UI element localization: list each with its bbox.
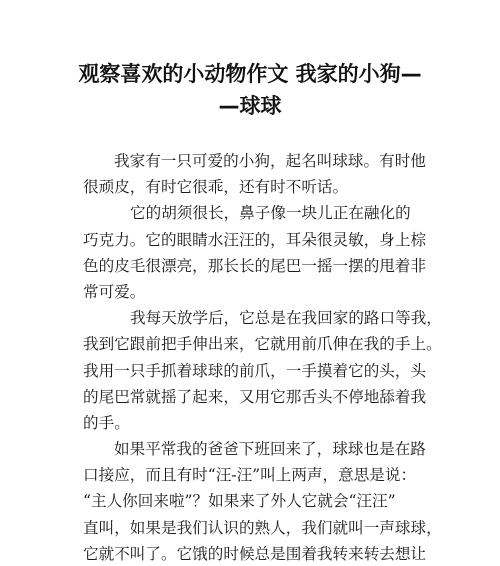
paragraph-line: 我每天放学后，它总是在我回家的路口等我， xyxy=(130,309,442,328)
page-title xyxy=(0,58,500,122)
paragraph-line: 口接应，而且有时“汪-汪”叫上两声，意思是说： xyxy=(83,466,417,485)
paragraph-4 xyxy=(83,436,442,566)
paragraph-line: 直叫，如果是我们认识的熟人，我们就叫一声球球， xyxy=(83,518,442,537)
paragraph-line: “主人你回来啦”？如果来了外人它就会“汪汪” xyxy=(83,492,396,511)
article-body xyxy=(83,148,442,566)
paragraph-line: 很顽皮，有时它很乖，还有时不听话。 xyxy=(83,178,349,197)
paragraph-line: 我家有一只可爱的小狗，起名叫球球。有时他 xyxy=(114,152,426,170)
paragraph-2 xyxy=(83,200,427,305)
paragraph-line: 的尾巴常就摇了起来，又用它那舌头不停地舔着我 xyxy=(83,387,427,406)
paragraph-line: 它就不叫了。它饿的时候总是围着我转来转去想让 xyxy=(83,544,427,563)
title-line-1: 观察喜欢的小动物作文 我家的小狗— xyxy=(78,62,422,86)
paragraph-line: 它的胡须很长，鼻子像一块儿正在融化的 xyxy=(130,204,411,223)
paragraph-line: 我用一只手抓着球球的前爪，一手摸着它的头，头 xyxy=(83,361,427,380)
paragraph-line: 如果平常我的爸爸下班回来了，球球也是在路 xyxy=(114,440,426,459)
paragraph-3 xyxy=(83,305,442,436)
title-line-2: —球球 xyxy=(218,94,282,118)
paragraph-line: 常可爱。 xyxy=(83,282,146,301)
paragraph-line: 的手。 xyxy=(83,413,130,432)
paragraph-line: 我到它跟前把手伸出来，它就用前爪伸在我的手上。 xyxy=(83,335,442,354)
paragraph-line: 色的皮毛很漂亮，那长长的尾巴一摇一摆的甩着非 xyxy=(83,256,427,275)
paragraph-line: 巧克力。它的眼睛水汪汪的，耳朵很灵敏，身上棕 xyxy=(83,230,427,249)
paragraph-1 xyxy=(83,148,426,200)
